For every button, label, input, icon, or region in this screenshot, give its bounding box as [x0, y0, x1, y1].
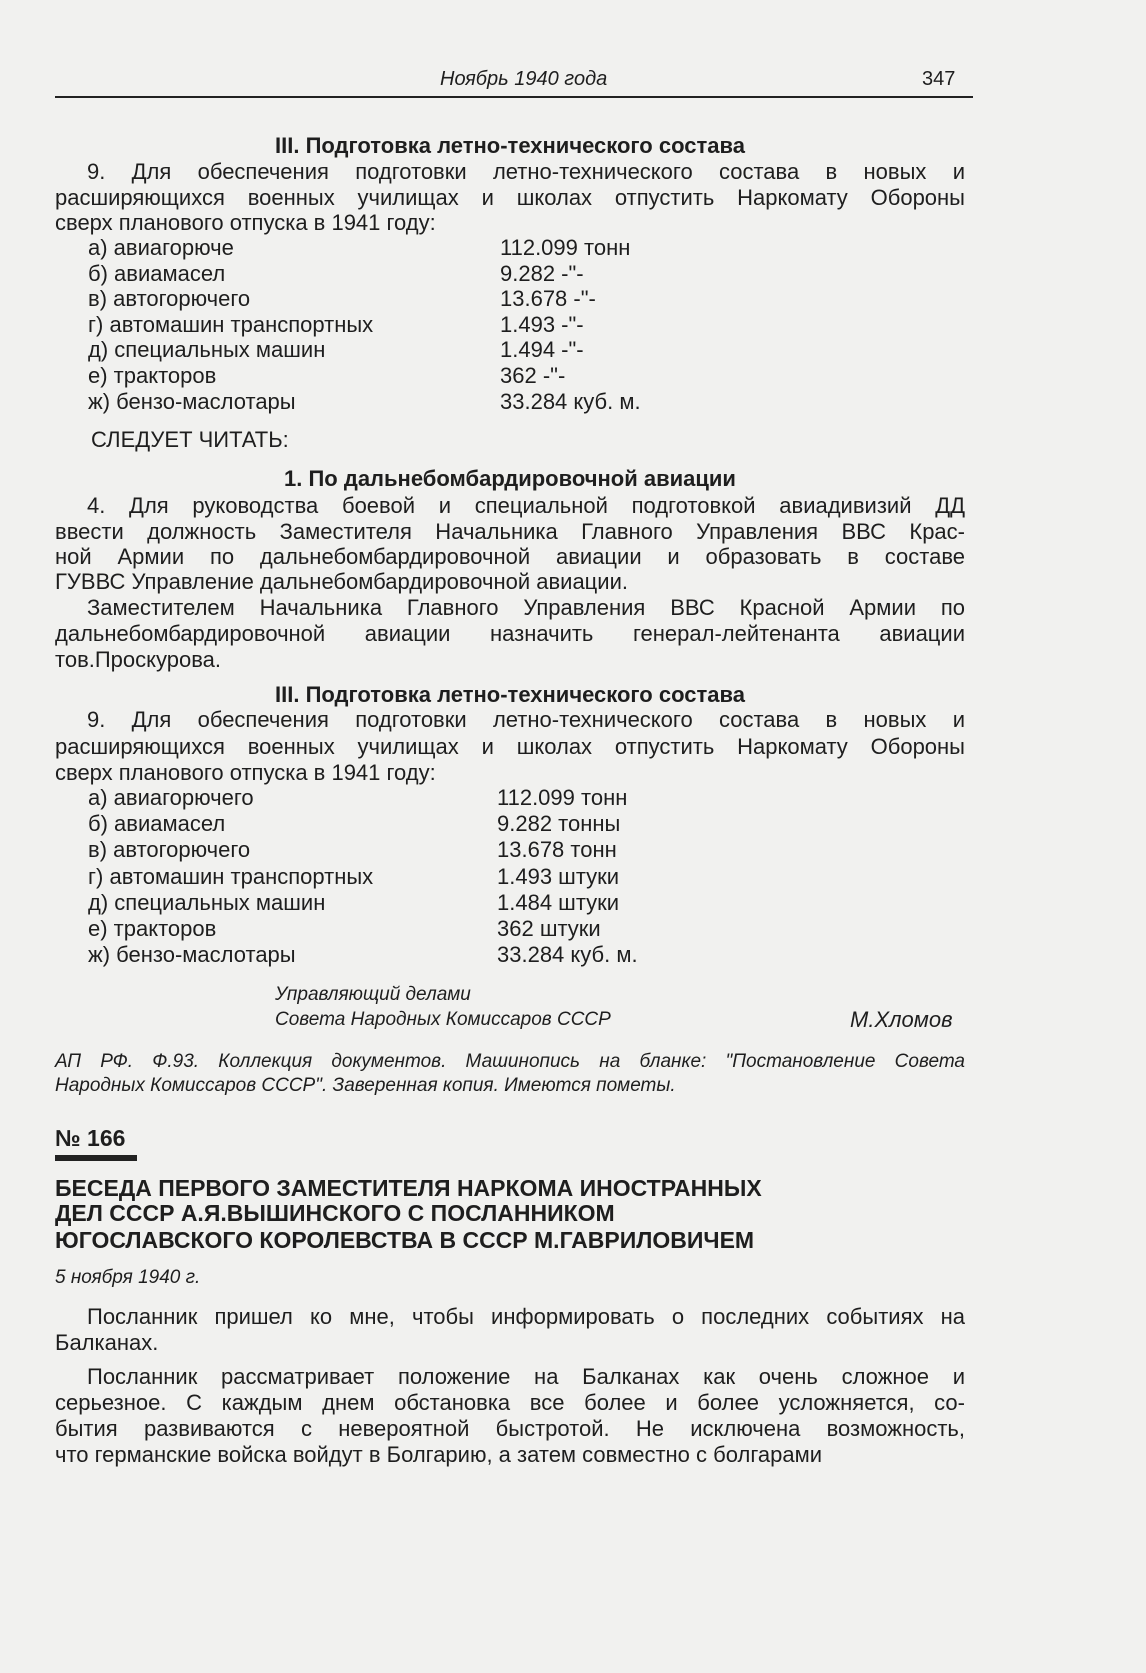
section-heading: III. Подготовка летно-технического состава: [275, 133, 745, 158]
allocation-item-value: 1.493 -"-: [500, 312, 584, 337]
paragraph-line: ной Армии по дальнебомбардировочной авиации и образовать в составе: [55, 544, 965, 569]
allocation-item-label: а) авиагорюче: [88, 235, 234, 260]
allocation-item-label: в) автогорючего: [88, 286, 251, 311]
paragraph-line: 4. Для руководства боевой и специальной подготовкой авиадивизий ДД: [87, 493, 965, 518]
document-number: № 166: [55, 1125, 126, 1151]
allocation-item-value: 112.099 тонн: [500, 235, 631, 260]
allocation-item-value: 362 -"-: [500, 363, 566, 388]
allocation-item-label: а) авиагорючего: [88, 785, 254, 810]
allocation-item-value: 33.284 куб. м.: [497, 942, 638, 967]
document-title-line: ЮГОСЛАВСКОГО КОРОЛЕВСТВА В СССР М.ГАВРИЛОВИЧЕМ: [55, 1227, 755, 1253]
section-heading: 1. По дальнебомбардировочной авиации: [284, 466, 736, 491]
allocation-item-label: е) тракторов: [88, 363, 217, 388]
paragraph-line: 9. Для обеспечения подготовки летно-технического состава в новых и: [87, 707, 965, 732]
paragraph-line: тов.Проскурова.: [55, 647, 222, 672]
section-heading: III. Подготовка летно-технического состава: [275, 682, 745, 707]
paragraph-line: Балканах.: [55, 1330, 159, 1355]
paragraph-line: 9. Для обеспечения подготовки летно-технического состава в новых и: [87, 159, 965, 184]
allocation-item-label: д) специальных машин: [88, 337, 326, 362]
paragraph-line: серьезное. С каждым днем обстановка все более и более усложняется, со-: [55, 1390, 965, 1415]
document-title-line: ДЕЛ СССР А.Я.ВЫШИНСКОГО С ПОСЛАННИКОМ: [55, 1200, 615, 1226]
allocation-item-value: 112.099 тонн: [497, 785, 628, 810]
allocation-item-label: д) специальных машин: [88, 890, 326, 915]
allocation-item-label: г) автомашин транспортных: [88, 312, 374, 337]
allocation-item-value: 9.282 -"-: [500, 261, 584, 286]
signature-title: Управляющий делами: [275, 984, 471, 1005]
allocation-item-label: в) автогорючего: [88, 837, 251, 862]
allocation-item-value: 362 штуки: [497, 916, 601, 941]
page-number: 347: [922, 68, 956, 90]
paragraph-line: расширяющихся военных училищах и школах отпустить Наркомату Обороны: [55, 734, 965, 759]
paragraph-line: ГУВВС Управление дальнебомбардировочной авиации.: [55, 569, 628, 594]
allocation-item-label: б) авиамасел: [88, 811, 226, 836]
allocation-item-label: е) тракторов: [88, 916, 217, 941]
document-number-underline: [55, 1155, 137, 1161]
allocation-item-label: ж) бензо-маслотары: [88, 942, 296, 967]
paragraph-line: Заместителем Начальника Главного Управления ВВС Красной Армии по: [87, 595, 965, 620]
allocation-item-value: 13.678 тонн: [497, 837, 617, 862]
allocation-item-value: 9.282 тонны: [497, 811, 621, 836]
allocation-item-label: ж) бензо-маслотары: [88, 389, 296, 414]
allocation-item-value: 1.493 штуки: [497, 864, 620, 889]
archive-source-line: АП РФ. Ф.93. Коллекция документов. Машинопись на бланке: "Постановление Совета: [55, 1051, 965, 1072]
signature-name: М.Хломов: [850, 1007, 953, 1032]
allocation-item-value: 1.494 -"-: [500, 337, 584, 362]
header-rule: [55, 96, 973, 98]
paragraph-line: дальнебомбардировочной авиации назначить генерал-лейтенанта авиации: [55, 621, 965, 646]
paragraph-line: ввести должность Заместителя Начальника Главного Управления ВВС Крас-: [55, 519, 965, 544]
document-title-line: БЕСЕДА ПЕРВОГО ЗАМЕСТИТЕЛЯ НАРКОМА ИНОСТРАННЫХ: [55, 1175, 762, 1201]
allocation-item-label: б) авиамасел: [88, 261, 226, 286]
document-date: 5 ноября 1940 г.: [55, 1267, 201, 1288]
allocation-item-value: 33.284 куб. м.: [500, 389, 641, 414]
paragraph-line: сверх планового отпуска в 1941 году:: [55, 210, 436, 235]
signature-title: Совета Народных Комиссаров СССР: [275, 1009, 611, 1030]
paragraph-line: сверх планового отпуска в 1941 году:: [55, 760, 436, 785]
paragraph-line: расширяющихся военных училищах и школах отпустить Наркомату Обороны: [55, 185, 965, 210]
allocation-item-label: г) автомашин транспортных: [88, 864, 374, 889]
running-header-title: Ноябрь 1940 года: [440, 68, 608, 90]
paragraph-line: бытия развиваются с невероятной быстротой. Не исключена возможность,: [55, 1416, 965, 1441]
archive-source-line: Народных Комиссаров СССР". Заверенная копия. Имеются пометы.: [55, 1075, 676, 1096]
paragraph-line: Посланник рассматривает положение на Балканах как очень сложное и: [87, 1364, 965, 1389]
allocation-item-value: 13.678 -"-: [500, 286, 596, 311]
allocation-item-value: 1.484 штуки: [497, 890, 620, 915]
should-read-label: СЛЕДУЕТ ЧИТАТЬ:: [91, 427, 289, 452]
paragraph-line: Посланник пришел ко мне, чтобы информировать о последних событиях на: [87, 1304, 965, 1329]
paragraph-line: что германские войска войдут в Болгарию, а затем совместно с болгарами: [55, 1442, 822, 1467]
